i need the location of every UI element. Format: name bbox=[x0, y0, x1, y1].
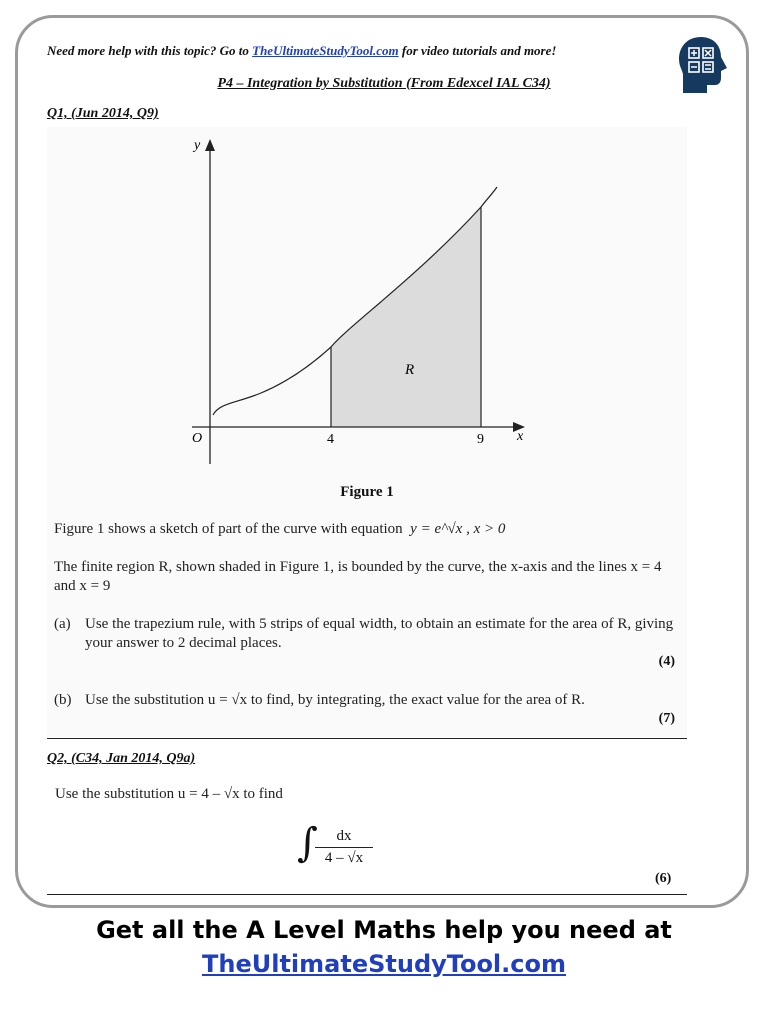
part-a-marks: (4) bbox=[658, 654, 675, 669]
q2-intro: Use the substitution u = 4 – √x to find bbox=[55, 786, 283, 802]
figure-caption: Figure 1 bbox=[340, 484, 394, 500]
part-a-label: (a) bbox=[54, 616, 71, 632]
tick-label-9: 9 bbox=[477, 432, 484, 447]
header-suffix: for video tutorials and more! bbox=[398, 43, 557, 58]
q1-question-panel bbox=[47, 127, 687, 737]
origin-label: O bbox=[192, 431, 203, 446]
integral-sign: ∫ bbox=[297, 820, 318, 866]
shaded-region-r bbox=[331, 207, 481, 427]
divider-q1 bbox=[47, 738, 687, 739]
region-label: R bbox=[405, 362, 415, 378]
q1-intro-text: Figure 1 shows a sketch of part of the curve with equation bbox=[54, 521, 403, 537]
footer-link[interactable]: TheUltimateStudyTool.com bbox=[202, 950, 566, 978]
y-axis-arrow bbox=[205, 139, 215, 151]
q2-marks: (6) bbox=[655, 871, 672, 886]
divider-q2 bbox=[47, 894, 687, 895]
tick-label-4: 4 bbox=[327, 432, 334, 447]
header-link[interactable]: TheUltimateStudyTool.com bbox=[252, 43, 399, 58]
part-b-marks: (7) bbox=[658, 711, 675, 726]
document-title: P4 – Integration by Substitution (From Edexcel IAL C34) bbox=[217, 76, 551, 91]
x-axis-label: x bbox=[517, 429, 524, 444]
integrand-denominator: 4 – √x bbox=[324, 850, 364, 866]
q1-curve-equation: y = e^√x , x > 0 bbox=[410, 521, 506, 537]
footer-promo: Get all the A Level Maths help you need at bbox=[96, 916, 672, 944]
q1-part-a bbox=[54, 615, 679, 655]
q1-region-description: The finite region R, shown shaded in Figure 1, is bounded by the curve, the x-axis and the lines x = 4 and x = 9 bbox=[54, 559, 662, 594]
integrand-fraction bbox=[315, 828, 373, 867]
part-b-label: (b) bbox=[54, 692, 72, 708]
part-a-text: Use the trapezium rule, with 5 strips of equal width, to obtain an estimate for the area of R, giving your answer to 2 decimal places. bbox=[85, 616, 674, 651]
q2-heading: Q2, (C34, Jan 2014, Q9a) bbox=[47, 751, 196, 766]
header-banner bbox=[47, 43, 687, 59]
figure-1-graph bbox=[47, 127, 687, 477]
q1-intro-line bbox=[54, 520, 679, 539]
header-prefix: Need more help with this topic? Go to bbox=[47, 43, 253, 58]
part-b-text: Use the substitution u = √x to find, by integrating, the exact value for the area of R. bbox=[85, 692, 585, 708]
y-axis-label: y bbox=[194, 138, 201, 153]
integrand-numerator: dx bbox=[315, 828, 373, 848]
q1-part-b bbox=[54, 691, 679, 711]
q1-heading: Q1, (Jun 2014, Q9) bbox=[47, 106, 159, 121]
q2-integral bbox=[297, 820, 387, 872]
